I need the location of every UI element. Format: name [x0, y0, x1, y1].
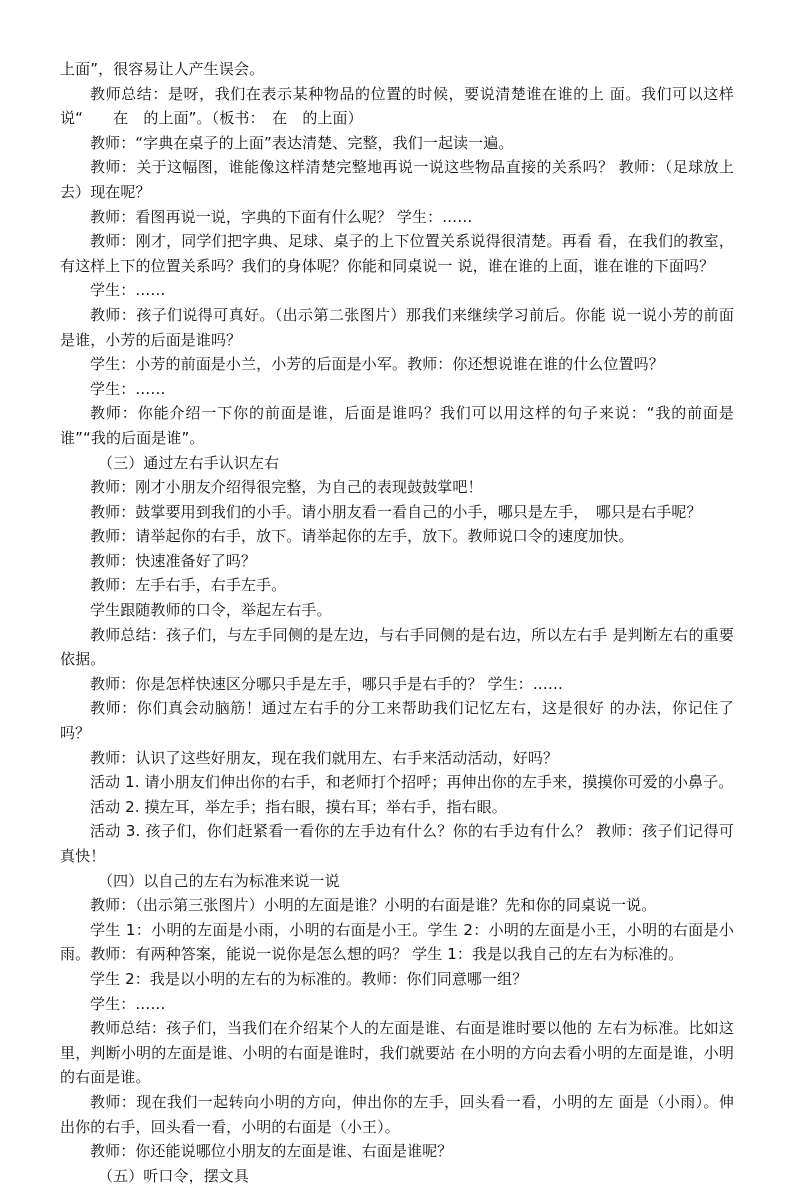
- paragraph: 教师总结：孩子们，当我们在介绍某个人的左面是谁、右面是谁时要以他的 左右为标准。比如这里，判断小明的左面是谁、小明的右面是谁时，我们就要站 在小明的方向去看小明的左面是谁，小明的右面是谁。: [60, 1019, 734, 1087]
- paragraph: 教师：“字典在桌子的上面”表达清楚、完整，我们一起读一遍。: [90, 133, 514, 152]
- paragraph: 学生：……: [90, 281, 166, 300]
- paragraph: 教师：你能介绍一下你的前面是谁，后面是谁吗？我们可以用这样的句子来说：“我的前面是谁”“我的后面是谁”。: [60, 404, 734, 447]
- paragraph: 教师：（出示第三张图片）小明的左面是谁？小明的右面是谁？先和你的同桌说一说。: [90, 896, 657, 915]
- section-heading: （四）以自己的左右为标准来说一说: [98, 871, 340, 890]
- paragraph: 教师：关于这幅图，谁能像这样清楚完整地再说一说这些物品直接的关系吗？ 教师：（足球放上去）现在呢？: [60, 158, 734, 201]
- paragraph: 教师：你还能说哪位小朋友的左面是谁、右面是谁呢？: [90, 1142, 453, 1161]
- paragraph: 上面”，很容易让人产生误会。: [60, 60, 265, 78]
- paragraph: 教师：现在我们一起转向小明的方向，伸出你的左手，回头看一看，小明的左 面是（小雨）。伸出你的右手，回头看一看，小明的右面是（小王）。: [60, 1092, 734, 1136]
- paragraph: 活动 2. 摸左耳，举左手；指右眼，摸右耳；举右手，指右眼。: [90, 797, 507, 816]
- section-heading: （三）通过左右手认识左右: [98, 453, 280, 472]
- paragraph: 学生跟随教师的口令，举起左右手。: [90, 601, 332, 620]
- paragraph: 教师：左手右手，右手左手。: [90, 576, 287, 595]
- paragraph: 教师：鼓掌要用到我们的小手。请小朋友看一看自己的小手，哪只是左手， 哪只是右手呢？: [90, 502, 702, 521]
- paragraph: 学生：……: [90, 379, 166, 398]
- paragraph: 学生 1：小明的左面是小雨，小明的右面是小王。学生 2：小明的左面是小王，小明的右面是小雨。教师：有两种答案，能说一说你是怎么想的吗？ 学生 1：我是以我自己的左右为标准的。: [60, 920, 734, 964]
- paragraph: 教师：快速准备好了吗？: [90, 551, 257, 570]
- paragraph: 教师：认识了这些好朋友，现在我们就用左、右手来活动活动，好吗？: [90, 748, 559, 767]
- paragraph: 活动 3. 孩子们，你们赶紧看一看你的左手边有什么？你的右手边有什么？ 教师：孩子们记得可真快！: [60, 822, 734, 865]
- paragraph: 教师：刚才小朋友介绍得很完整，为自己的表现鼓鼓掌吧！: [90, 478, 483, 497]
- paragraph: 教师：你们真会动脑筋！通过左右手的分工来帮助我们记忆左右，这是很好 的办法，你记住了吗？: [60, 699, 734, 743]
- paragraph: 活动 1. 请小朋友们伸出你的右手，和老师打个招呼；再伸出你的左手来，摸摸你可爱的小鼻子。: [90, 773, 734, 792]
- paragraph: 教师：你是怎样快速区分哪只手是左手，哪只手是右手的？ 学生：……: [90, 674, 563, 693]
- paragraph: 教师总结：孩子们，与左手同侧的是左边，与右手同侧的是右边，所以左右手 是判断左右的重要依据。: [60, 625, 734, 669]
- paragraph: 学生：小芳的前面是小兰，小芳的后面是小军。教师：你还想说谁在谁的什么位置吗？: [90, 355, 664, 374]
- paragraph: 学生：……: [90, 994, 166, 1013]
- paragraph: 教师总结：是呀，我们在表示某种物品的位置的时候，要说清楚谁在谁的上 面。我们可以这样说“ 在 的上面”。（板书： 在 的上面）: [60, 84, 734, 128]
- paragraph: 教师：请举起你的右手，放下。请举起你的左手，放下。教师说口令的速度加快。: [90, 527, 634, 546]
- section-heading: （五）听口令，摆文具: [98, 1166, 250, 1185]
- paragraph: 教师：孩子们说得可真好。（出示第二张图片）那我们来继续学习前后。你能 说一说小芳的前面是谁，小芳的后面是谁吗？: [60, 305, 734, 349]
- paragraph: 学生 2：我是以小明的左右的为标准的。教师：你们同意哪一组？: [90, 969, 528, 988]
- paragraph: 教师：刚才，同学们把字典、足球、桌子的上下位置关系说得很清楚。再看 看，在我们的教室，有这样上下的位置关系吗？我们的身体呢？你能和同桌说一 说，谁在谁的上面，谁在谁的下面吗？: [60, 232, 734, 275]
- paragraph: 教师：看图再说一说，字典的下面有什么呢？ 学生：……: [90, 207, 473, 226]
